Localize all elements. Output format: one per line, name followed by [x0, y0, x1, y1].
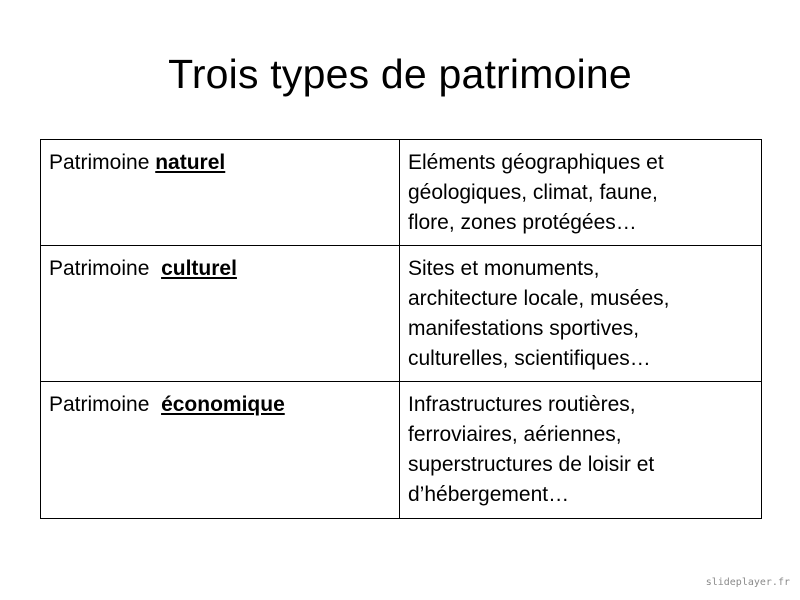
table-row [41, 246, 762, 382]
heritage-description-cell [400, 246, 762, 382]
description-line: Infrastructures routières, [408, 393, 636, 416]
heritage-type-prefix: Patrimoine [49, 257, 150, 280]
heritage-type-keyword: économique [161, 393, 285, 416]
description-line: d’hébergement… [408, 483, 570, 506]
heritage-type-prefix: Patrimoine [49, 393, 150, 416]
heritage-type-keyword: culturel [161, 257, 237, 280]
description-line: ferroviaires, aériennes, [408, 423, 622, 446]
table-row [41, 140, 762, 246]
description-line: manifestations sportives, [408, 317, 640, 340]
table-row [41, 382, 762, 519]
heritage-description-cell [400, 140, 762, 246]
description-line: Sites et monuments, [408, 257, 600, 280]
description-line: culturelles, scientifiques… [408, 347, 651, 370]
heritage-type-cell [41, 246, 400, 382]
description-line: géologiques, climat, faune, [408, 181, 658, 204]
heritage-type-prefix: Patrimoine [49, 151, 150, 174]
description-line: flore, zones protégées… [408, 211, 637, 234]
source-watermark[interactable]: slideplayer.fr [705, 577, 790, 588]
heritage-table [40, 139, 762, 519]
description-line: Eléments géographiques et [408, 151, 664, 174]
heritage-type-cell [41, 140, 400, 246]
slide-title: Trois types de patrimoine [168, 51, 632, 97]
heritage-description-cell [400, 382, 762, 519]
heritage-type-cell [41, 382, 400, 519]
description-line: architecture locale, musées, [408, 287, 670, 310]
heritage-type-keyword: naturel [155, 151, 226, 174]
description-line: superstructures de loisir et [408, 453, 655, 476]
